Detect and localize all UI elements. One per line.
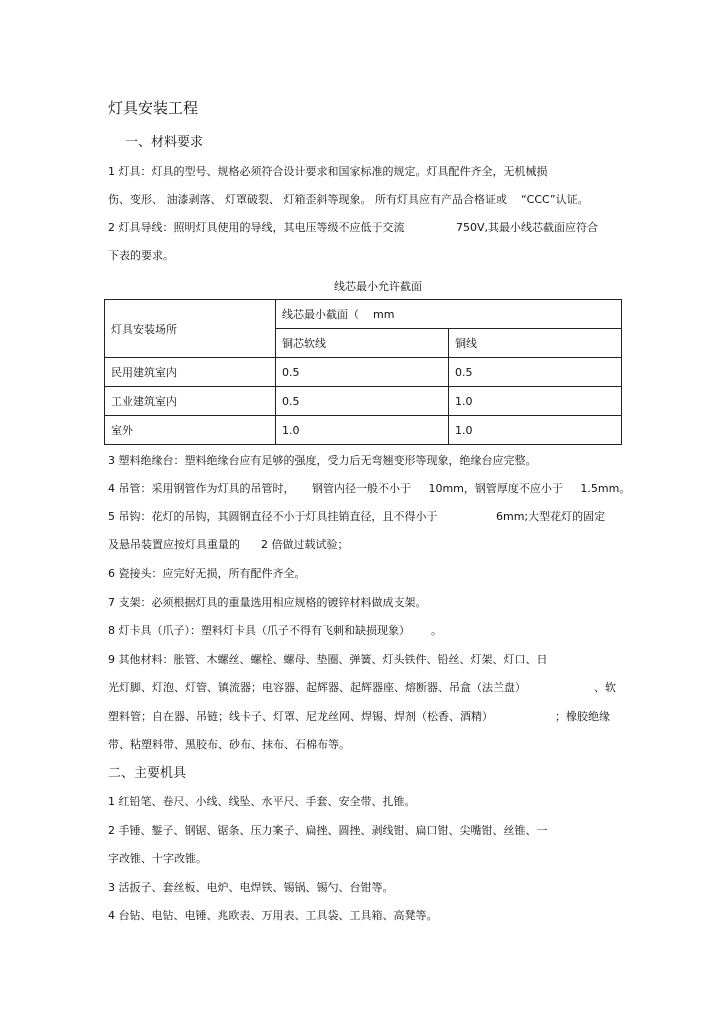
paragraph-line: 9 其他材料：胀管、木螺丝、螺栓、螺母、垫圈、弹簧、灯头铁件、铅丝、灯架、灯口、日 (108, 653, 548, 666)
table-cell: 1.0 (276, 416, 449, 445)
paragraph-line: 5 吊钩：花灯的吊钩，其圆钢直径不小于灯具挂销直径，且不得小于 (108, 510, 438, 523)
paragraph-line: 6mm;大型花灯的固定 (496, 510, 606, 523)
table-cell: 0.5 (449, 358, 622, 387)
table-cell: 0.5 (276, 387, 449, 416)
section-heading-materials: 一、材料要求 (125, 135, 204, 150)
paragraph-line: 4 吊管：采用钢管作为灯具的吊管时， 钢管内径一般不小于 10mm，钢管厚度不应小于 1.5mm。 (108, 482, 631, 495)
paragraph-line: 伤、变形、 油漆剥落、 灯罩破裂、 灯箱歪斜等现象。 所有灯具应有产品合格证或 “CCC”认证。 (108, 193, 589, 206)
paragraph-line: 8 灯卡具（爪子）：塑料灯卡具（爪子不得有飞刺和缺损现象） 。 (108, 624, 442, 637)
table-cell: 工业建筑室内 (105, 387, 276, 416)
table-row (105, 300, 622, 329)
table-cell: 1.0 (449, 416, 622, 445)
paragraph-line: 及悬吊装置应按灯具重量的 2 倍做过载试验； (108, 538, 349, 551)
paragraph-line: 光灯脚、灯泡、灯管、镇流器；电容器、起辉器、起辉器座、熔断器、吊盒（法兰盘） (108, 681, 526, 694)
table-cell: 民用建筑室内 (105, 358, 276, 387)
table-cell: 室外 (105, 416, 276, 445)
paragraph-line: 6 瓷接头：应完好无损，所有配件齐全。 (108, 567, 306, 580)
paragraph-line: 带、粘塑料带、黑胶布、砂布、抹布、石棉布等。 (108, 738, 350, 751)
paragraph-line: 750V,其最小线芯截面应符合 (456, 221, 599, 234)
table-cell: 1.0 (449, 387, 622, 416)
paragraph-line: 2 灯具导线：照明灯具使用的导线，其电压等级不应低于交流 (108, 221, 405, 234)
table-row (105, 416, 622, 445)
paragraph-line: 塑料管；自在器、吊链；线卡子、灯罩、尼龙丝网、焊锡、焊剂（松香、酒精） (108, 710, 493, 723)
section-heading-tools: 二、主要机具 (108, 766, 187, 781)
paragraph-line: 1 红铅笔、卷尺、小线、线坠、水平尺、手套、安全带、扎锥。 (108, 795, 416, 808)
table-caption: 线芯最小允许截面 (334, 280, 422, 293)
table-header-cell: 线芯最小截面（ mm (276, 300, 622, 329)
paragraph-line: 3 活扳子、套丝板、电炉、电焊铁、锡锅、锡勺、台钳等。 (108, 881, 394, 894)
paragraph-line: 1 灯具：灯具的型号、规格必须符合设计要求和国家标准的规定。灯具配件齐全，无机械损 (108, 165, 548, 178)
paragraph-line: 字改锥、十字改锥。 (108, 852, 207, 865)
wire-section-table (104, 299, 622, 445)
table-row (105, 358, 622, 387)
paragraph-line: 、软 (594, 681, 616, 694)
table-header-cell: 铜芯软线 (276, 329, 449, 358)
table-row (105, 387, 622, 416)
table-header-cell: 铜线 (449, 329, 622, 358)
paragraph-line: ；橡胶绝缘 (555, 710, 610, 723)
paragraph-line: 7 支架：必须根据灯具的重量选用相应规格的镀锌材料做成支架。 (108, 596, 427, 609)
paragraph-line: 2 手锤、錾子、钢锯、锯条、压力案子、扁挫、圆挫、剥线钳、扁口钳、尖嘴钳、丝锥、一 (108, 824, 548, 837)
table-cell: 0.5 (276, 358, 449, 387)
table-header-cell: 灯具安装场所 (105, 300, 276, 358)
paragraph-line: 4 台钻、电钻、电锤、兆欧表、万用表、工具袋、工具箱、高凳等。 (108, 909, 438, 922)
paragraph-line: 3 塑料绝缘台：塑料绝缘台应有足够的强度，受力后无弯翘变形等现象，绝缘台应完整。 (108, 454, 537, 467)
document-title: 灯具安装工程 (108, 99, 199, 117)
paragraph-line: 下表的要求。 (108, 249, 174, 262)
